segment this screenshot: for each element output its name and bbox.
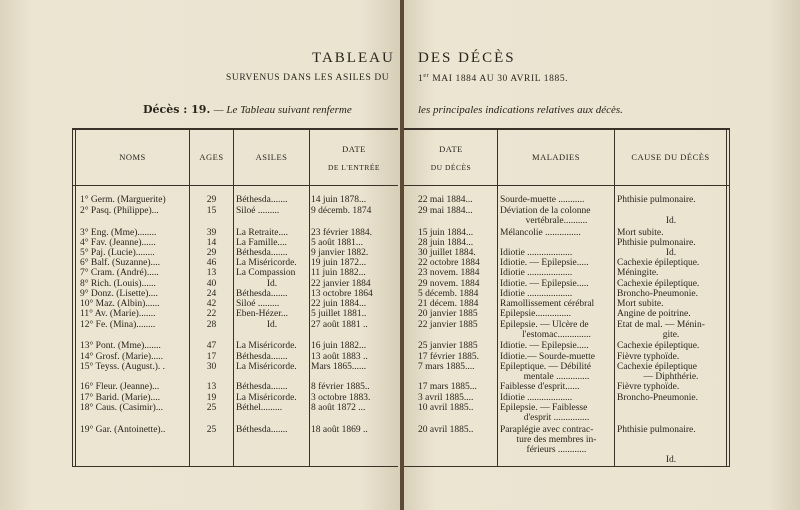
cell-date-deces: 23 novem. 1884 <box>418 268 480 278</box>
title-left: TABLEAU <box>312 50 395 66</box>
table-bottom-rule-right <box>404 466 730 467</box>
cell-date-entree: 14 juin 1878... <box>311 195 367 205</box>
cell-maladie: Ramollissement cérébral <box>500 299 595 309</box>
cell-cause: Etat de mal. — Ménin- <box>617 320 705 330</box>
cell-age: 13 <box>206 382 217 392</box>
cell-cause: Broncho-Pneumonie. <box>617 289 699 299</box>
cell-cause: gite. <box>662 330 680 340</box>
cell-nom: 16° Fleur. (Jeanne)... <box>80 382 160 392</box>
cell-age: 24 <box>206 289 217 299</box>
cell-date-entree: 27 août 1881 .. <box>311 320 368 330</box>
cell-nom: 11° Av. (Marie)....... <box>80 309 156 319</box>
cell-cause: Fièvre typhoïde. <box>617 382 680 392</box>
cell-maladie: férieurs ............ <box>526 445 587 455</box>
table-top-rule-right <box>404 128 730 130</box>
col-header-asiles: ASILES <box>255 152 288 162</box>
cell-date-entree: 13 août 1883 .. <box>311 352 368 362</box>
cell-cause: Mort subite. <box>617 299 664 309</box>
col-header-date-deces-1: DATE <box>439 144 463 154</box>
cell-age: 29 <box>206 195 217 205</box>
cell-asile: Béthel......... <box>236 403 283 413</box>
cell-nom: 12° Fe. (Mina)........ <box>80 320 156 330</box>
intro-right <box>418 103 623 116</box>
col-rule <box>614 128 615 466</box>
cell-cause: Mort subite. <box>617 228 664 238</box>
cell-nom: 9° Donz. (Lisette).... <box>80 289 158 299</box>
cell-maladie: l'estomac.............. <box>522 330 591 340</box>
cell-nom: 8° Rich. (Louis)...... <box>80 279 156 289</box>
cell-cause: Cachexie épileptique. <box>617 341 700 351</box>
cell-age: 29 <box>206 248 217 258</box>
title-right: DES DÉCÈS <box>418 50 516 66</box>
cell-date-entree: 13 octobre 1864 <box>311 289 373 299</box>
cell-date-deces: 7 mars 1885.... <box>418 362 475 372</box>
cell-age: 13 <box>206 268 217 278</box>
cell-age: 25 <box>206 425 217 435</box>
cell-maladie: Idiotie ................... <box>500 248 573 258</box>
cell-asile: Béthesda....... <box>236 425 288 435</box>
cell-cause: Méningite. <box>617 268 659 278</box>
cell-cause: Id. <box>665 455 677 465</box>
col-header-ages: AGES <box>199 152 224 162</box>
col-header-date-entree-2: DE L'ENTRÉE <box>327 163 381 172</box>
cell-asile: Siloé ......... <box>236 299 280 309</box>
cell-asile: Id. <box>266 279 278 289</box>
cell-date-deces: 29 novem. 1884 <box>418 279 480 289</box>
col-rule <box>309 128 310 466</box>
cell-maladie: Idiotie. — Epilepsie..... <box>500 279 589 289</box>
cell-maladie: Mélancolie ............... <box>500 228 581 238</box>
cell-cause: — Diphthérie. <box>643 372 699 382</box>
cell-date-entree: 3 octobre 1883. <box>311 393 371 403</box>
cell-asile: La Miséricorde. <box>236 393 297 403</box>
col-rule <box>233 128 234 466</box>
cell-date-deces: 5 décemb. 1884 <box>418 289 479 299</box>
cell-maladie: ture des membres in- <box>516 435 597 445</box>
cell-date-entree: 23 février 1884. <box>311 228 372 238</box>
cell-age: 22 <box>206 309 217 319</box>
cell-asile: La Miséricorde. <box>236 341 297 351</box>
cell-maladie: Sourde-muette ........... <box>500 195 585 205</box>
cell-date-deces: 20 janvier 1885 <box>418 309 478 319</box>
cell-date-entree: 11 juin 1882... <box>311 268 366 278</box>
cell-date-deces: 20 avril 1885.. <box>418 425 474 435</box>
header-rule-right <box>404 185 730 186</box>
cell-nom: 13° Pont. (Mme)....... <box>80 341 161 351</box>
cell-cause: Angine de poitrine. <box>617 309 691 319</box>
intro-text-right: les principales indications relatives aux décès. <box>418 104 623 116</box>
cell-date-deces: 10 avril 1885.. <box>418 403 474 413</box>
cell-nom: 1° Germ. (Marguerite) <box>80 195 166 205</box>
cell-maladie: vertébrale.......... <box>525 216 588 226</box>
cell-date-deces: 29 mai 1884... <box>418 206 473 216</box>
cell-maladie: Epilepsie............... <box>500 309 571 319</box>
cell-asile: La Compassion <box>236 268 296 278</box>
subtitle-right: 1er MAI 1884 AU 30 AVRIL 1885. <box>418 73 569 85</box>
cell-asile: La Miséricorde. <box>236 258 297 268</box>
cell-maladie: Idiotie.— Sourde-muette <box>500 352 595 362</box>
cell-date-entree: 9 décemb. 1874 <box>311 206 372 216</box>
col-header-date-deces-2: DU DÉCÈS <box>430 163 472 172</box>
cell-asile: Béthesda....... <box>236 289 288 299</box>
cell-nom: 4° Fav. (Jeanne)...... <box>80 238 156 248</box>
cell-date-entree: 22 juin 1884... <box>311 299 367 309</box>
subtitle-left: SURVENUS DANS LES ASILES DU <box>226 73 390 83</box>
cell-date-deces: 3 avril 1885.... <box>418 393 474 403</box>
cell-maladie: Epilepsie. — Faiblesse <box>500 403 588 413</box>
cell-cause: Broncho-Pneumonie. <box>617 393 699 403</box>
cell-nom: 15° Teyss. (August.). . <box>80 362 166 372</box>
cell-cause: Phthisie pulmonaire. <box>617 195 696 205</box>
intro-left <box>143 103 352 116</box>
cell-asile: Béthesda....... <box>236 352 288 362</box>
cell-asile: La Retraite.... <box>236 228 288 238</box>
cell-age: 25 <box>206 403 217 413</box>
cell-age: 28 <box>206 320 217 330</box>
cell-maladie: Paraplégie avec contrac- <box>500 425 594 435</box>
cell-date-entree: 8 août 1872 ... <box>311 403 366 413</box>
cell-age: 30 <box>206 362 217 372</box>
col-header-noms: NOMS <box>119 152 146 162</box>
intro-text-left: — Le Tableau suivant renferme <box>213 104 352 116</box>
cell-nom: 3° Eng. (Mme)........ <box>80 228 157 238</box>
col-rule <box>75 128 76 466</box>
col-header-maladies: MALADIES <box>532 152 580 162</box>
cell-asile: Siloé ......... <box>236 206 280 216</box>
cell-cause: Cachexie épileptique <box>617 362 697 372</box>
col-header-date-entree-1: DATE <box>342 144 366 154</box>
cell-date-deces: 22 mai 1884... <box>418 195 473 205</box>
cell-date-entree: 5 juillet 1881.. <box>311 309 367 319</box>
col-rule <box>729 128 730 466</box>
cell-maladie: Déviation de la colonne <box>500 206 591 216</box>
cell-date-deces: 22 janvier 1885 <box>418 320 478 330</box>
cell-asile: Eben-Hézer... <box>236 309 288 319</box>
cell-cause: Cachexie épileptique. <box>617 258 700 268</box>
cell-nom: 7° Cram. (André)..... <box>80 268 159 278</box>
cell-maladie: Idiotie ................... <box>500 268 573 278</box>
cell-date-entree: 16 juin 1882... <box>311 341 367 351</box>
cell-age: 40 <box>206 279 217 289</box>
col-header-cause: CAUSE DU DÉCÈS <box>631 152 710 162</box>
cell-maladie: Faiblesse d'esprit...... <box>500 382 580 392</box>
cell-age: 42 <box>206 299 217 309</box>
cell-date-entree: 8 février 1885.. <box>311 382 370 392</box>
col-rule <box>726 128 727 466</box>
cell-maladie: Idiotie. — Epilepsie..... <box>500 341 589 351</box>
cell-maladie: Idiotie. — Epilepsie..... <box>500 258 589 268</box>
cell-nom: 19° Gar. (Antoinette).. <box>80 425 166 435</box>
cell-age: 47 <box>206 341 217 351</box>
table-top-rule-left <box>72 128 398 130</box>
cell-date-deces: 15 juin 1884... <box>418 228 474 238</box>
cell-nom: 14° Grosf. (Marie)..... <box>80 352 163 362</box>
col-rule <box>497 128 498 466</box>
intro-count: Décès : 19. <box>143 103 211 116</box>
cell-cause: Fièvre typhoïde. <box>617 352 680 362</box>
cell-date-entree: 19 juin 1872... <box>311 258 367 268</box>
cell-cause: Id. <box>665 248 677 258</box>
cell-asile: Béthesda....... <box>236 248 288 258</box>
cell-date-entree: Mars 1865...... <box>311 362 367 372</box>
cell-asile: La Miséricorde. <box>236 362 297 372</box>
cell-nom: 2° Pasq. (Philippe)... <box>80 206 159 216</box>
cell-cause: Cachexie épileptique. <box>617 279 700 289</box>
cell-nom: 10° Maz. (Albin)...... <box>80 299 160 309</box>
cell-nom: 5° Paj. (Lucie)........ <box>80 248 155 258</box>
cell-date-deces: 22 octobre 1884 <box>418 258 480 268</box>
cell-asile: Béthesda....... <box>236 382 288 392</box>
cell-date-deces: 21 décem. 1884 <box>418 299 479 309</box>
cell-maladie: Idiotie ................... <box>500 289 573 299</box>
cell-date-entree: 9 janvier 1882. <box>311 248 369 258</box>
cell-maladie: Epileptique. — Débilité <box>500 362 592 372</box>
cell-age: 17 <box>206 352 217 362</box>
cell-age: 46 <box>206 258 217 268</box>
cell-maladie: mentale .............. <box>523 372 590 382</box>
header-rule-left <box>72 185 398 186</box>
cell-date-entree: 5 août 1881... <box>311 238 363 248</box>
cell-maladie: d'esprit ............... <box>523 413 590 423</box>
cell-date-deces: 28 juin 1884... <box>418 238 474 248</box>
cell-date-deces: 30 juillet 1884. <box>418 248 476 258</box>
cell-nom: 18° Caus. (Casimir)... <box>80 403 163 413</box>
cell-date-deces: 17 février 1885. <box>418 352 479 362</box>
cell-date-deces: 17 mars 1885... <box>418 382 477 392</box>
cell-age: 19 <box>206 393 217 403</box>
cell-date-entree: 18 août 1869 .. <box>311 425 368 435</box>
cell-maladie: Idiotie ................... <box>500 393 573 403</box>
table-bottom-rule-left <box>72 466 398 467</box>
cell-cause: Phthisie pulmonaire. <box>617 238 696 248</box>
cell-maladie: Epilepsie. — Ulcère de <box>500 320 589 330</box>
cell-date-deces: 25 janvier 1885 <box>418 341 478 351</box>
cell-age: 39 <box>206 228 217 238</box>
cell-date-entree: 22 janvier 1884 <box>311 279 371 289</box>
cell-nom: 6° Balf. (Suzanne).... <box>80 258 161 268</box>
col-rule <box>72 128 73 466</box>
cell-cause: Id. <box>665 216 677 226</box>
cell-asile: La Famille.... <box>236 238 287 248</box>
cell-age: 15 <box>206 206 217 216</box>
cell-cause: Phthisie pulmonaire. <box>617 425 696 435</box>
cell-nom: 17° Barid. (Marie).... <box>80 393 161 403</box>
cell-asile: Béthesda....... <box>236 195 288 205</box>
cell-asile: Id. <box>266 320 278 330</box>
cell-age: 14 <box>206 238 217 248</box>
